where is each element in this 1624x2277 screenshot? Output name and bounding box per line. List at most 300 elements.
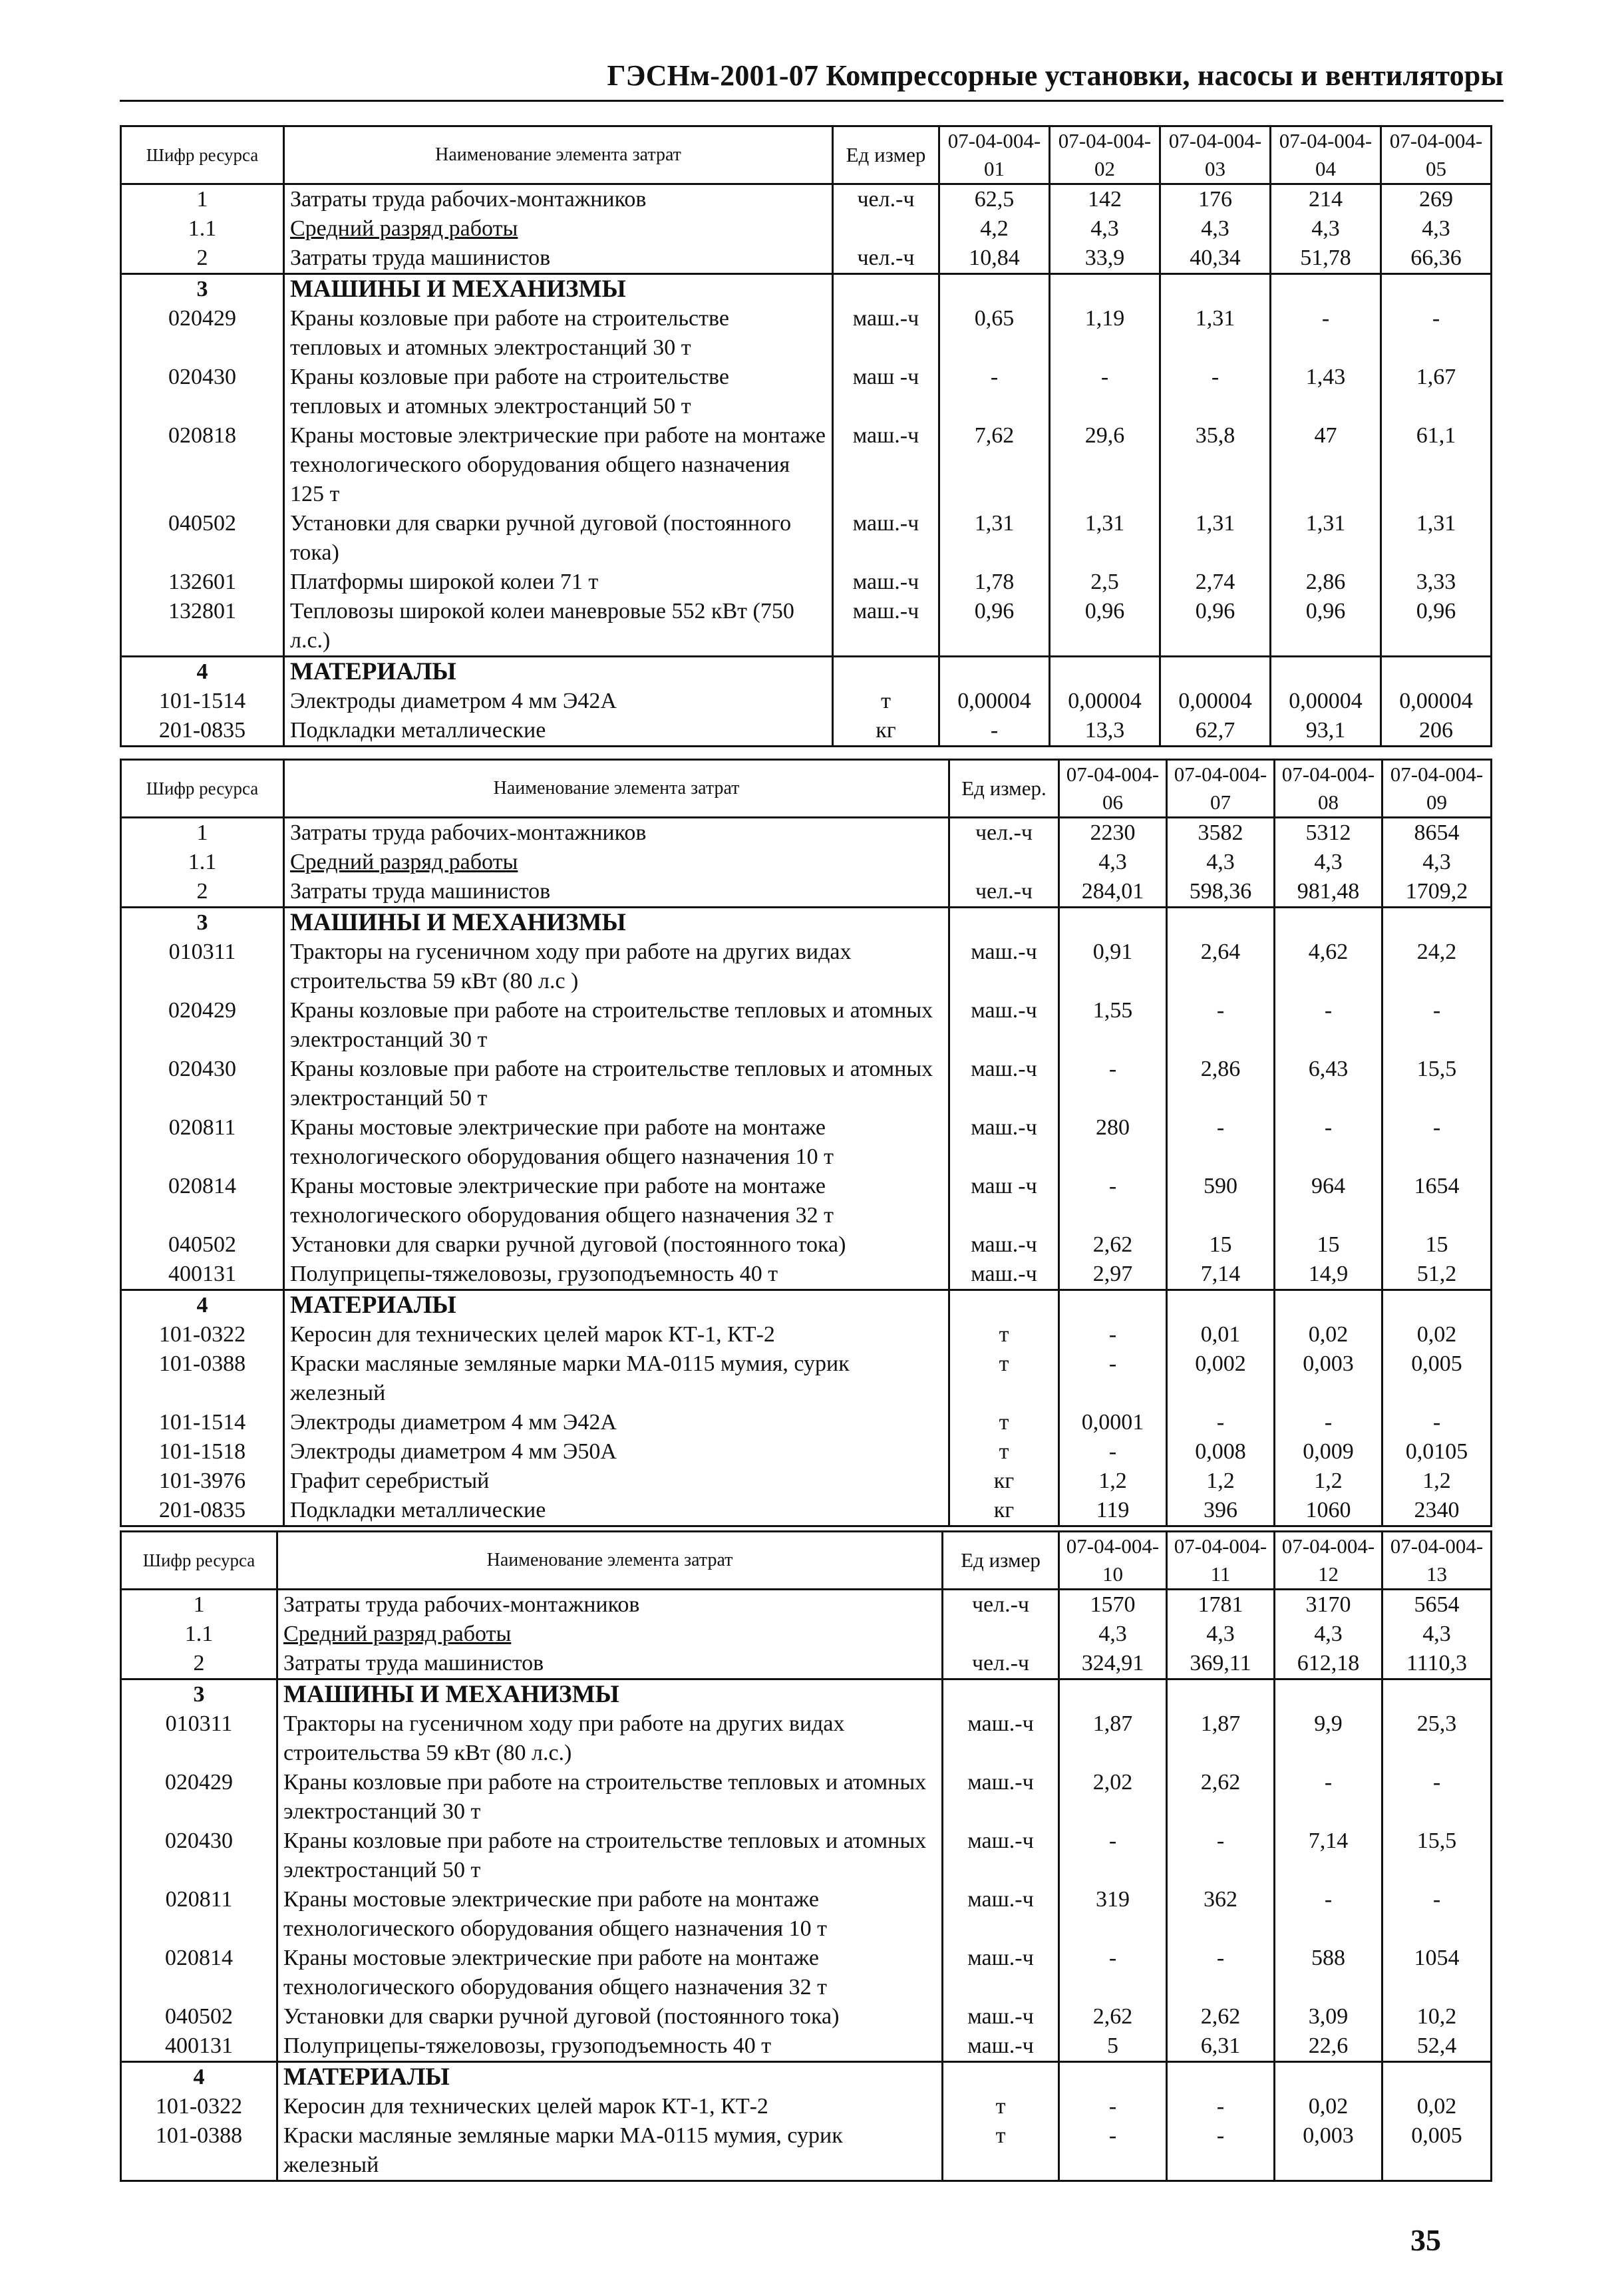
value-cell: - [1275, 1408, 1382, 1437]
table-row [121, 1320, 1492, 1349]
value-cell: 15 [1275, 1230, 1382, 1260]
table-row [121, 908, 1492, 938]
value-cell [1160, 274, 1271, 305]
value-cell: 2,62 [1059, 2002, 1167, 2031]
resource-name-text: Краски масляные земляные марки МА-0115 мумия, сурик железный [283, 2123, 843, 2177]
value-cell: 0,96 [1381, 597, 1492, 657]
resource-name-text: Керосин для технических целей марок КТ-1, КТ-2 [290, 1322, 775, 1347]
value-cell: 33,9 [1050, 244, 1160, 274]
resource-name [277, 1620, 943, 1649]
value-cell: 1,2 [1059, 1467, 1167, 1496]
resource-name-text: Краны козловые при работе на строительстве тепловых и атомных электростанций 30 т [283, 1770, 927, 1824]
page-number: 35 [1410, 2223, 1441, 2257]
table-row [121, 2092, 1492, 2121]
table-row [121, 938, 1492, 996]
resource-code: 4 [121, 2062, 277, 2093]
resource-name [277, 1590, 943, 1620]
resource-code: 101-3976 [121, 1467, 284, 1496]
table-row [121, 1349, 1492, 1408]
resource-name-text: Краны козловые при работе на строительстве тепловых и атомных электростанций 50 т [290, 1057, 933, 1111]
resource-name [284, 214, 833, 244]
value-cell: 4,3 [1381, 214, 1492, 244]
value-cell: - [1059, 2121, 1167, 2181]
resource-code: 3 [121, 1679, 277, 1710]
resource-code: 201-0835 [121, 1496, 284, 1526]
value-cell: 1781 [1167, 1590, 1275, 1620]
value-cell: 3170 [1275, 1590, 1382, 1620]
value-cell: 0,002 [1167, 1349, 1275, 1408]
table-row [121, 214, 1492, 244]
value-cell [1275, 2062, 1382, 2093]
resource-code: 2 [121, 877, 284, 908]
value-cell: 1,55 [1059, 996, 1167, 1055]
value-cell: 206 [1381, 716, 1492, 747]
value-cell: 15,5 [1382, 1055, 1492, 1113]
table-row [121, 1260, 1492, 1290]
value-cell: 93,1 [1271, 716, 1381, 747]
value-cell: 6,43 [1275, 1055, 1382, 1113]
unit-cell: маш.-ч [943, 1827, 1059, 1885]
table-header-row [121, 126, 1492, 184]
resource-code: 010311 [121, 1709, 277, 1768]
table-row [121, 2062, 1492, 2093]
value-cell: - [1167, 1113, 1275, 1172]
value-cell: 8654 [1382, 818, 1492, 848]
value-cell: 0,003 [1275, 2121, 1382, 2181]
unit-cell [833, 657, 939, 687]
value-cell: 15 [1382, 1230, 1492, 1260]
value-cell: 10,84 [939, 244, 1050, 274]
resource-code: 3 [121, 274, 284, 305]
value-cell: - [1059, 1349, 1167, 1408]
resource-name [284, 1349, 949, 1408]
value-cell: 5312 [1275, 818, 1382, 848]
resource-code: 040502 [121, 2002, 277, 2031]
value-cell: 1,67 [1381, 363, 1492, 421]
unit-cell: маш.-ч [943, 2031, 1059, 2062]
resource-name [284, 1113, 949, 1172]
table-row [121, 1620, 1492, 1649]
unit-cell [943, 1620, 1059, 1649]
table-row [121, 1230, 1492, 1260]
resource-name [284, 1172, 949, 1230]
value-cell: 40,34 [1160, 244, 1271, 274]
unit-cell: чел.-ч [943, 1649, 1059, 1679]
value-cell: 4,3 [1059, 848, 1167, 877]
value-cell: 319 [1059, 1885, 1167, 1944]
unit-cell: маш.-ч [943, 2002, 1059, 2031]
table-row [121, 1590, 1492, 1620]
resource-name-text: Затраты труда машинистов [283, 1651, 544, 1675]
unit-cell: маш.-ч [949, 1230, 1059, 1260]
value-cell: 25,3 [1382, 1709, 1492, 1768]
page-header-title: ГЭСНм-2001-07 Компрессорные установки, насосы и вентиляторы [607, 59, 1504, 92]
table-row [121, 274, 1492, 305]
header-col-4: 07-04-004-04 [1271, 126, 1381, 184]
resource-name [277, 2031, 943, 2062]
value-cell: 6,31 [1167, 2031, 1275, 2062]
resource-name [284, 877, 949, 908]
resource-name [277, 1827, 943, 1885]
value-cell: 2230 [1059, 818, 1167, 848]
resource-name [284, 1467, 949, 1496]
value-cell: 0,96 [1050, 597, 1160, 657]
resource-code: 010311 [121, 938, 284, 996]
value-cell: 0,91 [1059, 938, 1167, 996]
resource-code: 1.1 [121, 1620, 277, 1649]
resource-name [277, 1649, 943, 1679]
resource-name [284, 274, 833, 305]
resource-code: 020814 [121, 1944, 277, 2002]
resource-code: 3 [121, 908, 284, 938]
value-cell: 51,78 [1271, 244, 1381, 274]
resource-code: 1.1 [121, 214, 284, 244]
table-row [121, 2002, 1492, 2031]
resource-code: 1 [121, 184, 284, 215]
value-cell [1167, 1679, 1275, 1710]
value-cell: 22,6 [1275, 2031, 1382, 2062]
value-cell: 1,87 [1059, 1709, 1167, 1768]
resource-name [277, 2092, 943, 2121]
resource-code: 020814 [121, 1172, 284, 1230]
unit-cell: маш.-ч [833, 509, 939, 568]
resource-code: 4 [121, 1290, 284, 1321]
value-cell [1382, 908, 1492, 938]
resource-code: 101-0388 [121, 1349, 284, 1408]
value-cell: - [1160, 363, 1271, 421]
value-cell: 1709,2 [1382, 877, 1492, 908]
value-cell: 1,31 [1050, 509, 1160, 568]
value-cell: 4,3 [1167, 848, 1275, 877]
header-name: Наименование элемента затрат [277, 1532, 943, 1590]
header-unit: Ед измер [943, 1532, 1059, 1590]
resource-name-text: Графит серебристый [290, 1469, 490, 1493]
resource-name-text: Затраты труда рабочих-монтажников [283, 1592, 640, 1617]
table-row [121, 1290, 1492, 1321]
resource-name [284, 996, 949, 1055]
value-cell: 588 [1275, 1944, 1382, 2002]
resource-name [284, 1230, 949, 1260]
value-cell: 0,65 [939, 304, 1050, 363]
value-cell [1271, 657, 1381, 687]
resource-name-text: Краны мостовые электрические при работе на монтаже технологического оборудования общего назначения 10 т [283, 1887, 827, 1941]
resource-code: 020811 [121, 1113, 284, 1172]
resource-code: 132601 [121, 568, 284, 597]
unit-cell: т [949, 1320, 1059, 1349]
resource-name-text: Подкладки металлические [290, 718, 546, 743]
value-cell: 0,0105 [1382, 1437, 1492, 1467]
table-row [121, 304, 1492, 363]
table-row [121, 1113, 1492, 1172]
value-cell: 2,64 [1167, 938, 1275, 996]
table-row [121, 657, 1492, 687]
value-cell [1382, 1290, 1492, 1321]
value-cell: 1,31 [1160, 304, 1271, 363]
resource-name [284, 421, 833, 509]
value-cell: - [1167, 2092, 1275, 2121]
resource-name [284, 1496, 949, 1526]
value-cell: 24,2 [1382, 938, 1492, 996]
value-cell: 214 [1271, 184, 1381, 215]
table-row [121, 1649, 1492, 1679]
table-row [121, 1496, 1492, 1526]
value-cell: 2,62 [1059, 1230, 1167, 1260]
value-cell: 1,31 [1381, 509, 1492, 568]
resource-name [284, 568, 833, 597]
unit-cell: т [943, 2121, 1059, 2181]
value-cell: 4,3 [1382, 1620, 1492, 1649]
value-cell: 0,00004 [1271, 687, 1381, 716]
value-cell: 1,31 [1271, 509, 1381, 568]
resource-name-text: Полуприцепы-тяжеловозы, грузоподъемность 40 т [283, 2033, 772, 2058]
resource-name-text: МАТЕРИАЛЫ [283, 2063, 450, 2091]
value-cell: 0,003 [1275, 1349, 1382, 1408]
resource-name [284, 818, 949, 848]
unit-cell: маш.-ч [949, 1113, 1059, 1172]
value-cell: 61,1 [1381, 421, 1492, 509]
unit-cell [943, 1679, 1059, 1710]
value-cell: - [1167, 1408, 1275, 1437]
unit-cell: кг [949, 1467, 1059, 1496]
resource-name [277, 1885, 943, 1944]
resource-code: 132801 [121, 597, 284, 657]
resource-name [284, 1437, 949, 1467]
value-cell: 35,8 [1160, 421, 1271, 509]
resource-name-text: Краны мостовые электрические при работе на монтаже технологического оборудования общего назначения 10 т [290, 1115, 834, 1169]
resource-name-text: Средний разряд работы [290, 850, 518, 874]
unit-cell: т [949, 1437, 1059, 1467]
resource-code: 101-0388 [121, 2121, 277, 2181]
value-cell: 1,2 [1382, 1467, 1492, 1496]
value-cell: 280 [1059, 1113, 1167, 1172]
value-cell: 119 [1059, 1496, 1167, 1526]
value-cell: 52,4 [1382, 2031, 1492, 2062]
resource-name-text: Затраты труда машинистов [290, 879, 551, 904]
resource-code: 101-1514 [121, 1408, 284, 1437]
header-col-5: 07-04-004-05 [1381, 126, 1492, 184]
resource-name-text: Установки для сварки ручной дуговой (постоянного тока) [290, 1232, 846, 1257]
value-cell: 51,2 [1382, 1260, 1492, 1290]
unit-cell: кг [949, 1496, 1059, 1526]
value-cell: 598,36 [1167, 877, 1275, 908]
value-cell: - [1059, 1320, 1167, 1349]
value-cell: 176 [1160, 184, 1271, 215]
unit-cell: чел.-ч [833, 184, 939, 215]
resource-name-text: Краски масляные земляные марки МА-0115 мумия, сурик железный [290, 1351, 850, 1405]
table-row [121, 363, 1492, 421]
value-cell [1167, 908, 1275, 938]
unit-cell: маш.-ч [833, 568, 939, 597]
value-cell: 0,00004 [1381, 687, 1492, 716]
value-cell: 15 [1167, 1230, 1275, 1260]
header-name: Наименование элемента затрат [284, 760, 949, 818]
resource-name-text: Подкладки металлические [290, 1498, 546, 1522]
resource-code: 1.1 [121, 848, 284, 877]
resource-table-2 [120, 759, 1492, 1527]
resource-name [284, 363, 833, 421]
resource-code: 101-0322 [121, 2092, 277, 2121]
unit-cell: т [943, 2092, 1059, 2121]
value-cell: 0,02 [1382, 1320, 1492, 1349]
value-cell: 0,00004 [939, 687, 1050, 716]
value-cell: 4,2 [939, 214, 1050, 244]
value-cell: 2,62 [1167, 1768, 1275, 1827]
value-cell: - [1275, 996, 1382, 1055]
resource-name [284, 657, 833, 687]
value-cell: 0,005 [1382, 2121, 1492, 2181]
value-cell: - [939, 716, 1050, 747]
resource-code: 020430 [121, 1827, 277, 1885]
value-cell: - [1059, 1172, 1167, 1230]
value-cell [1050, 657, 1160, 687]
value-cell: 0,96 [1271, 597, 1381, 657]
resource-name-text: МАТЕРИАЛЫ [290, 658, 456, 685]
header-col-3: 07-04-004-08 [1275, 760, 1382, 818]
header-col-1: 07-04-004-10 [1059, 1532, 1167, 1590]
value-cell: 0,00004 [1160, 687, 1271, 716]
resource-name [284, 597, 833, 657]
value-cell: 2,74 [1160, 568, 1271, 597]
value-cell: - [1382, 1768, 1492, 1827]
value-cell [939, 657, 1050, 687]
value-cell: 5654 [1382, 1590, 1492, 1620]
value-cell: 0,01 [1167, 1320, 1275, 1349]
resource-name-text: Краны мостовые электрические при работе на монтаже технологического оборудования общего назначения 125 т [290, 423, 826, 506]
value-cell: 2,86 [1167, 1055, 1275, 1113]
resource-name-text: Затраты труда рабочих-монтажников [290, 820, 647, 845]
resource-name [284, 848, 949, 877]
header-unit: Ед измер [833, 126, 939, 184]
resource-name [284, 184, 833, 215]
resource-name-text: Краны козловые при работе на строительстве тепловых и атомных электростанций 50 т [290, 365, 729, 419]
value-cell: 0,00004 [1050, 687, 1160, 716]
table-row [121, 996, 1492, 1055]
value-cell: 1,31 [939, 509, 1050, 568]
value-cell: 29,6 [1050, 421, 1160, 509]
value-cell: 7,14 [1275, 1827, 1382, 1885]
unit-cell: маш.-ч [943, 1709, 1059, 1768]
header-code: Шифр ресурса [121, 760, 284, 818]
table-row [121, 716, 1492, 747]
value-cell: 142 [1050, 184, 1160, 215]
value-cell: - [1050, 363, 1160, 421]
unit-cell: чел.-ч [833, 244, 939, 274]
value-cell: - [1167, 1944, 1275, 2002]
value-cell [1059, 908, 1167, 938]
unit-cell: маш.-ч [943, 1768, 1059, 1827]
value-cell [1059, 1290, 1167, 1321]
value-cell: 0,96 [1160, 597, 1271, 657]
table-row [121, 1467, 1492, 1496]
unit-cell: маш -ч [949, 1172, 1059, 1230]
resource-name-text: Средний разряд работы [290, 216, 518, 241]
table-row [121, 818, 1492, 848]
value-cell [1275, 1290, 1382, 1321]
table-row [121, 184, 1492, 215]
value-cell: 0,02 [1382, 2092, 1492, 2121]
value-cell: 1,31 [1160, 509, 1271, 568]
table-row [121, 1408, 1492, 1437]
table-row [121, 1437, 1492, 1467]
value-cell: 1,19 [1050, 304, 1160, 363]
value-cell: - [1059, 1437, 1167, 1467]
value-cell: 7,14 [1167, 1260, 1275, 1290]
resource-name-text: Платформы широкой колеи 71 т [290, 570, 599, 594]
table-row [121, 1768, 1492, 1827]
header-col-4: 07-04-004-13 [1382, 1532, 1492, 1590]
value-cell [1381, 274, 1492, 305]
unit-cell: чел.-ч [943, 1590, 1059, 1620]
value-cell: - [1059, 1055, 1167, 1113]
value-cell: 5 [1059, 2031, 1167, 2062]
unit-cell: маш.-ч [949, 996, 1059, 1055]
value-cell [1275, 1679, 1382, 1710]
resource-name [284, 1260, 949, 1290]
unit-cell [833, 214, 939, 244]
value-cell [1167, 2062, 1275, 2093]
value-cell: 4,3 [1275, 1620, 1382, 1649]
table-row [121, 421, 1492, 509]
table-row [121, 568, 1492, 597]
value-cell: - [1271, 304, 1381, 363]
value-cell: 3,33 [1381, 568, 1492, 597]
table-row [121, 1172, 1492, 1230]
value-cell: - [1381, 304, 1492, 363]
value-cell [1167, 1290, 1275, 1321]
value-cell: 1,43 [1271, 363, 1381, 421]
value-cell: 0,02 [1275, 1320, 1382, 1349]
resource-name [277, 1709, 943, 1768]
value-cell: 66,36 [1381, 244, 1492, 274]
resource-code: 201-0835 [121, 716, 284, 747]
unit-cell: чел.-ч [949, 818, 1059, 848]
value-cell: 1110,3 [1382, 1649, 1492, 1679]
header-col-3: 07-04-004-12 [1275, 1532, 1382, 1590]
header-code: Шифр ресурса [121, 1532, 277, 1590]
resource-name-text: Затраты труда машинистов [290, 246, 551, 270]
resource-name-text: Краны мостовые электрические при работе на монтаже технологического оборудования общего назначения 32 т [290, 1174, 834, 1228]
value-cell: 0,005 [1382, 1349, 1492, 1408]
resource-name [277, 1679, 943, 1710]
value-cell [1381, 657, 1492, 687]
value-cell [1059, 2062, 1167, 2093]
value-cell: 1060 [1275, 1496, 1382, 1526]
unit-cell [949, 848, 1059, 877]
resource-name-text: МАШИНЫ И МЕХАНИЗМЫ [283, 1681, 619, 1708]
header-col-2: 07-04-004-02 [1050, 126, 1160, 184]
header-col-2: 07-04-004-11 [1167, 1532, 1275, 1590]
value-cell: 2,86 [1271, 568, 1381, 597]
resource-code: 020818 [121, 421, 284, 509]
unit-cell: маш.-ч [833, 304, 939, 363]
table-row [121, 1679, 1492, 1710]
value-cell: - [1059, 2092, 1167, 2121]
resource-name-text: Электроды диаметром 4 мм Э50А [290, 1439, 617, 1464]
value-cell: 612,18 [1275, 1649, 1382, 1679]
value-cell: 9,9 [1275, 1709, 1382, 1768]
value-cell: 590 [1167, 1172, 1275, 1230]
resource-name [284, 938, 949, 996]
resource-code: 1 [121, 818, 284, 848]
header-code: Шифр ресурса [121, 126, 284, 184]
header-col-1: 07-04-004-06 [1059, 760, 1167, 818]
value-cell: 4,62 [1275, 938, 1382, 996]
value-cell [1382, 2062, 1492, 2093]
resource-name [284, 908, 949, 938]
resource-name [277, 1944, 943, 2002]
value-cell: 284,01 [1059, 877, 1167, 908]
value-cell: 362 [1167, 1885, 1275, 1944]
